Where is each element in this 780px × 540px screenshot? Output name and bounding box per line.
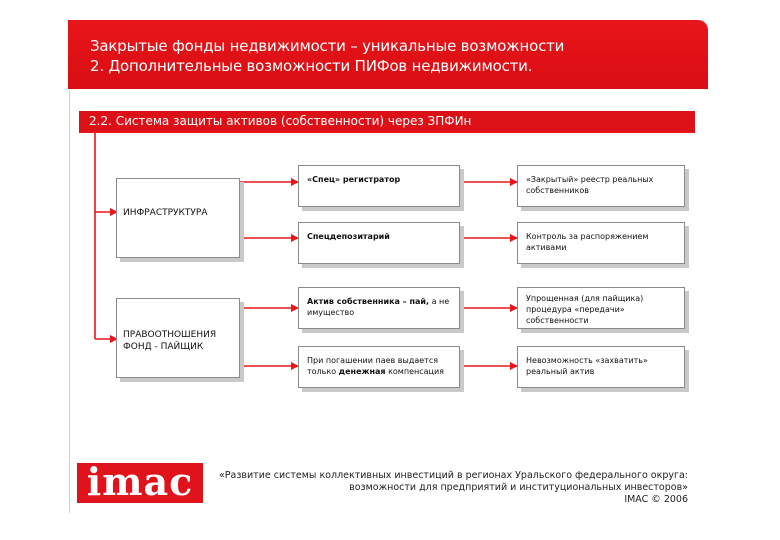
simplified-transfer-box <box>517 287 685 329</box>
header-title-line2: 2. Дополнительные возможности ПИФов недвижимости. <box>90 57 533 75</box>
slide-footer <box>208 470 688 506</box>
infrastructure-label: ИНФРАСТРУКТУРА <box>123 208 208 218</box>
special-registrar-label: «Спец» регистратор <box>307 175 401 184</box>
imac-logo: imac <box>77 463 203 503</box>
owner-asset-rest: а не имущество <box>307 297 450 317</box>
simplified-transfer-line1: Упрощенная (для пайщика) <box>526 294 644 303</box>
simplified-transfer-line3: собственности <box>526 316 589 325</box>
redemption-pre: При погашении паев выдается только <box>307 356 439 376</box>
owner-asset-bold: Актив собственника – пай, <box>307 297 430 306</box>
closed-register-line1: «Закрытый» реестр реальных <box>526 175 654 184</box>
footer-line2: возможности для предприятий и институциональных инвесторов» <box>349 482 688 493</box>
asset-control-line2: активами <box>526 243 567 252</box>
special-registrar-box <box>298 165 460 207</box>
special-depository-label: Спецдепозитарий <box>307 232 390 241</box>
legal-relations-label-line2: ФОНД - ПАЙЩИК <box>123 342 204 352</box>
legal-relations-label-line1: ПРАВООТНОШЕНИЯ <box>123 330 217 340</box>
no-seizure-box <box>517 346 685 388</box>
asset-control-box <box>517 222 685 264</box>
redemption-bold: денежная <box>338 367 386 376</box>
header-title-line1: Закрытые фонды недвижимости – уникальные возможности <box>90 37 565 55</box>
footer-line3: IMAC © 2006 <box>624 494 688 505</box>
simplified-transfer-line2: процедура «передачи» <box>526 305 625 314</box>
section-title-bar: 2.2. Система защиты активов (собственности) через ЗПФИн <box>79 111 695 131</box>
owner-asset-box <box>298 287 460 329</box>
redemption-post: компенсация <box>385 367 444 376</box>
infrastructure-block <box>116 178 240 258</box>
closed-register-line2: собственников <box>526 186 590 195</box>
asset-control-line1: Контроль за распоряжением <box>526 232 649 241</box>
footer-line1: «Развитие системы коллективных инвестиций в регионах Уральского федерального округа: <box>219 470 688 481</box>
special-depository-box <box>298 222 460 264</box>
redemption-box <box>298 346 460 388</box>
closed-register-box <box>517 165 685 207</box>
legal-relations-block <box>116 298 240 378</box>
no-seizure-line2: реальный актив <box>526 367 595 376</box>
no-seizure-line1: Невозможность «захватить» <box>526 356 648 365</box>
